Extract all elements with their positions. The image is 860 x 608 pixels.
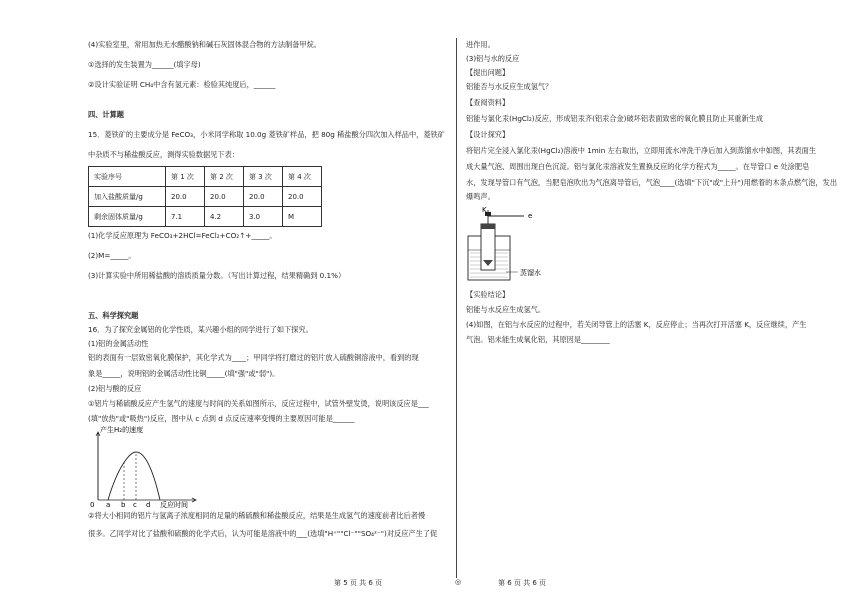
q15-part1: (1)化学反应原理为 FeCO₃+2HCl=FeCl₂+CO₂↑+_____。 — [88, 231, 277, 240]
footer-right-page: 第 6 页 共 6 页 — [498, 579, 547, 587]
table-cell: 7.1 — [166, 207, 205, 227]
table-cell: 第 4 次 — [283, 167, 322, 187]
right-column — [466, 40, 838, 345]
table-cell: 加入盐酸质量/g — [89, 187, 166, 207]
footer-left-page: 第 5 页 共 6 页 — [334, 579, 383, 587]
graph-tick-d: d — [146, 501, 151, 508]
q15-line1: 15．菱铁矿的主要成分是 FeCO₃，小米同学称取 10.0g 菱铁矿样品，把 80g 稀盐酸分四次加入样品中，菱铁矿 — [88, 130, 445, 139]
q16-intro: 16．为了探究金属铝的化学性质，某兴趣小组的同学进行了如下探究。 — [88, 325, 313, 334]
table-cell: 第 3 次 — [244, 167, 283, 187]
r-line2: (3)铝与水的反应 — [466, 54, 520, 63]
table-cell: 20.0 — [283, 187, 322, 207]
r-line8: 将铝片完全浸入氯化汞(HgCl₂)溶液中 1min 左右取出，立即用流水冲洗干净后加入到蒸馏水中如图，其表面生 — [466, 146, 817, 155]
q16-part2-line1: ①铝片与稀硫酸反应产生氢气的速度与时间的关系如图所示，反应过程中，试管外壁发烫，说明该反应是___ — [88, 399, 429, 408]
table-cell: 3.0 — [244, 207, 283, 227]
data-table — [88, 166, 322, 227]
graph-tick-b: b — [121, 501, 126, 508]
r-line14: (4)如图，在铝与水反应的过程中，若关闭导管上的活塞 K，反应停止；当再次打开活塞 K，反应继续，产生 — [466, 320, 807, 329]
r-line10: 水，发现导管口有气泡，当肥皂泡吹出为气泡离导管后，气泡____(选填"下沉"或"上升")用燃着的木条点燃气泡，发出 — [466, 178, 838, 187]
table-cell: 第 2 次 — [205, 167, 244, 187]
footer-mid: ◎ — [455, 578, 462, 586]
r-line6: 铝能与氯化汞(HgCl₂)反应，形成铝汞齐(铝汞合金)破坏铝表面致密的氧化膜且防止其重新生成 — [466, 114, 764, 123]
q15-line2: 中杂质不与稀盐酸反应，测得实验数据见下表： — [88, 150, 239, 159]
q16-part2-line4: 很多。乙同学对比了盐酸和硫酸的化学式后，认为可能是溶液中的___(选填"H⁺""Cl⁻""SO₄²⁻")对反应产生了促 — [88, 529, 438, 538]
table-row — [89, 207, 322, 227]
q16-part2-title: (2)铝与酸的反应 — [88, 384, 142, 393]
label-k: K — [482, 206, 487, 214]
q4-text: (4)实验室里，常用加热无水醋酸钠和碱石灰固体混合物的方法制备甲烷。 — [88, 40, 321, 49]
r-line13: 铝能与水反应生成氢气。 — [466, 305, 546, 314]
q16-part1-title: (1)铝的金属活动性 — [88, 339, 149, 348]
stopper — [481, 224, 495, 229]
graph-tick-a: a — [106, 501, 111, 508]
y-axis-arrow — [96, 432, 100, 500]
graph-ylabel: 产生H₂的速度 — [100, 426, 144, 434]
reaction-rate-graph — [88, 426, 248, 508]
graph-tick-0: 0 — [90, 501, 95, 508]
q16-part1-line1: 铝的表面有一层致密氧化膜保护，其化学式为____；甲同学将打磨过的铝片放入硫酸铜溶液中，看到的现 — [88, 353, 419, 362]
rate-curve — [108, 452, 160, 500]
left-column — [88, 40, 450, 539]
table-row — [89, 187, 322, 207]
r-line7: 【设计探究】 — [466, 130, 510, 139]
q16-part2-line3: ②将大小相同的铝片与氢离子浓度相同的足量的稀硫酸和稀盐酸反应，结果是生成氢气的速度前者比后者慢 — [88, 511, 426, 520]
r-line5: 【查阅资料】 — [466, 98, 510, 107]
r-line4: 铝能否与水反应生成氢气？ — [466, 82, 553, 91]
column-divider — [456, 38, 457, 578]
table-cell: 20.0 — [166, 187, 205, 207]
r-line9: 成大量气泡、周围出现白色沉淀。铝与氯化汞溶液发生置换反应的化学方程式为_____。在导管口 e 处涂肥皂 — [466, 162, 810, 171]
table-cell: 第 1 次 — [166, 167, 205, 187]
graph-xlabel: 反应时间 — [160, 501, 188, 508]
graph-tick-c: c — [133, 501, 137, 508]
r-line11: 爆鸣声。 — [466, 192, 495, 201]
r-line15: 气泡。铝未能生成氧化铝，其原因是________ — [466, 335, 610, 344]
q16-part2-line2: (填"放热"或"吸热")反应，图中从 c 点到 d 点反应速率变慢的主要原因可能是______ — [88, 414, 355, 423]
q15-part3: (3)计算实验中所用稀盐酸的溶质质量分数。（写出计算过程，结果精确到 0.1%） — [88, 271, 346, 280]
table-cell: 剩余固体质量/g — [89, 207, 166, 227]
q15-part2: (2)M=_____。 — [88, 251, 136, 260]
apparatus-figure — [466, 206, 576, 288]
table-row — [89, 167, 322, 187]
table-cell: 20.0 — [244, 187, 283, 207]
table-cell: 20.0 — [205, 187, 244, 207]
r-line1: 进作用。 — [466, 40, 495, 49]
label-e: e — [528, 212, 533, 220]
label-water: 蒸馏水 — [520, 269, 541, 277]
section-5-title: 五、科学探究题 — [88, 311, 139, 320]
r-line3: 【提出问题】 — [466, 68, 510, 77]
table-cell: 4.2 — [205, 207, 244, 227]
q4-part2: ②设计实验证明 CH₄中含有氢元素：检验其纯度后，______ — [88, 80, 276, 89]
r-line12: 【实验结论】 — [466, 290, 510, 299]
table-cell: 实验序号 — [89, 167, 166, 187]
q16-part1-line2: 象是_____，说明铝的金属活动性比铜_____(填"强"或"弱")。 — [88, 369, 280, 378]
table-cell: M — [283, 207, 322, 227]
q4-part1: ①选择的发生装置为______(填字母) — [88, 60, 201, 69]
section-4-title: 四、计算题 — [88, 110, 124, 119]
